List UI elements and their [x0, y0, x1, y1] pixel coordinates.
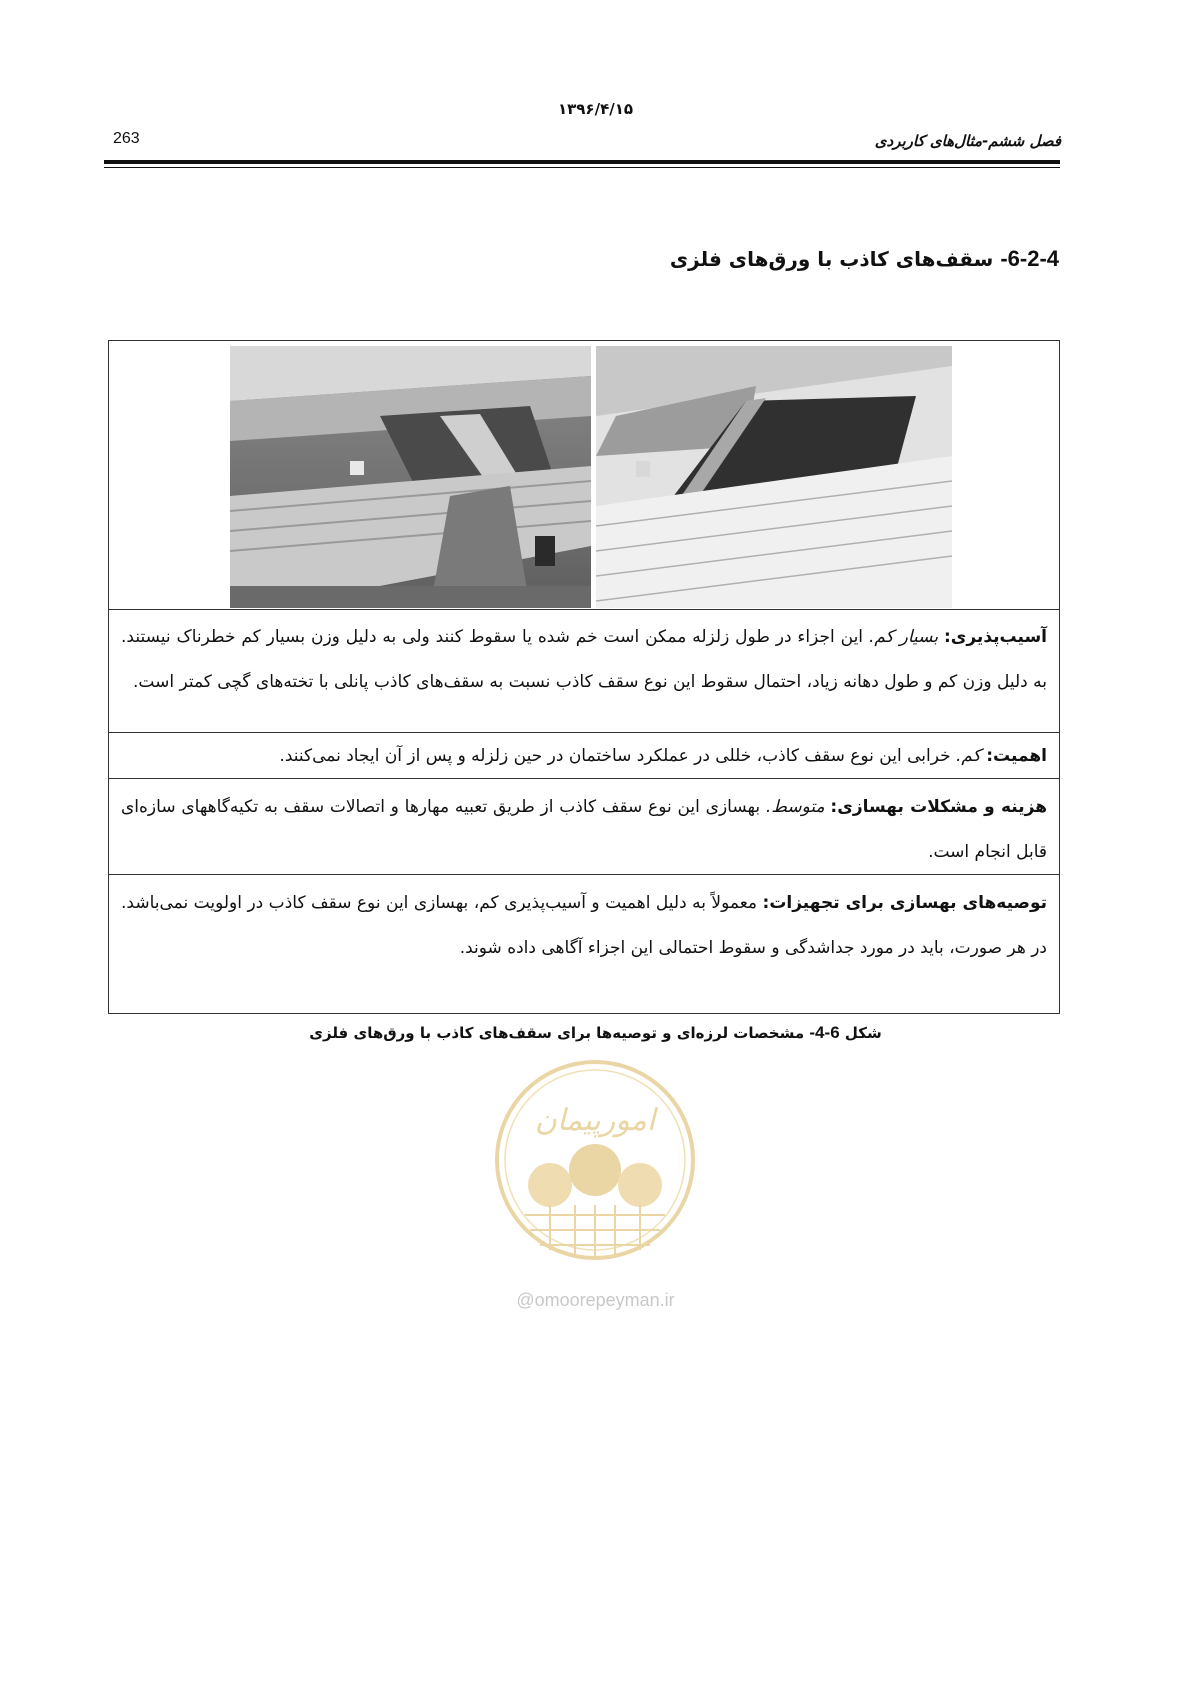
document-date: ۱۳۹۶/۴/۱۵ [557, 100, 634, 118]
caption-text: مشخصات لرزه‌ای و توصیه‌ها برای سقف‌های کاذب با ورق‌های فلزی [309, 1024, 805, 1042]
watermark-seal [490, 1055, 700, 1265]
chapter-title: فصل ششم-مثال‌های کاربردی [874, 132, 1061, 150]
watermark-url: @omoorepeyman.ir [516, 1290, 675, 1310]
recommendation-label: توصیه‌های بهسازی برای تجهیزات [769, 893, 1048, 913]
importance-label: اهمیت [993, 746, 1047, 766]
cost-level: متوسط. [765, 797, 825, 817]
svg-text:امورپیمان: امورپیمان [534, 1103, 656, 1138]
ceiling-photo-right [596, 346, 952, 608]
cost-label: هزینه و مشکلات بهسازی [837, 797, 1047, 817]
figure-panel [108, 340, 1060, 1014]
section-heading [670, 246, 1059, 272]
page-number: 263 [113, 130, 140, 147]
importance-text: خرابی این نوع سقف کاذب، خللی در عملکرد ساختمان در حین زلزله و پس از آن ایجاد نمی‌کنند. [279, 746, 951, 766]
figure-caption [0, 1023, 1191, 1043]
vulnerability-label: آسیب‌پذیری [950, 627, 1048, 647]
photo-row [109, 341, 1059, 610]
section-number: 6-2-4- [1000, 246, 1059, 271]
header-rule [104, 160, 1060, 164]
importance-level: کم. [956, 746, 981, 766]
importance-row: اهمیت: کم. خرابی این نوع سقف کاذب، خللی در عملکرد ساختمان در حین زلزله و پس از آن ایجاد نمی‌کنند. [109, 733, 1059, 779]
recommendation-row: توصیه‌های بهسازی برای تجهیزات: معمولاً به دلیل اهمیت و آسیب‌پذیری کم، بهسازی این نوع سقف کاذب در اولویت نمی‌باشد. در هر صورت، باید در مورد جداشدگی و سقوط احتمالی این اجزاء آگاهی داده شوند. [121, 893, 1048, 958]
vulnerability-text: این اجزاء در طول زلزله ممکن است خم شده یا سقوط کنند ولی به دلیل وزن بسیار کم خطرناک نیستند. به دلیل وزن کم و طول دهانه زیاد، احتمال سقوط این نوع سقف کاذب نسبت به سقف‌های کاذب پانلی با تخته‌های گچی کمتر است. [121, 627, 1047, 692]
recommendation-text: معمولاً به دلیل اهمیت و آسیب‌پذیری کم، بهسازی این نوع سقف کاذب در اولویت نمی‌باشد. در هر صورت، باید در مورد جداشدگی و سقوط احتمالی این اجزاء آگاهی داده شوند. [121, 893, 1047, 958]
header-rule-thin [104, 167, 1060, 168]
section-title: سقف‌های کاذب با ورق‌های فلزی [669, 247, 994, 271]
cost-row: هزینه و مشکلات بهسازی: متوسط. بهسازی این نوع سقف کاذب از طریق تعبیه مهارها و اتصالات سقف به تکیه‌گاههای سازه‌ای قابل انجام است. [109, 779, 1059, 875]
vulnerability-row: آسیب‌پذیری: بسیار کم. این اجزاء در طول زلزله ممکن است خم شده یا سقوط کنند ولی به دلیل وزن بسیار کم خطرناک نیستند. به دلیل وزن کم و طول دهانه زیاد، احتمال سقوط این نوع سقف کاذب نسبت به سقف‌های کاذب پانلی با تخته‌های گچی کمتر است. [109, 609, 1059, 733]
caption-prefix: شکل [844, 1024, 882, 1042]
vulnerability-level: بسیار کم. [868, 627, 939, 647]
caption-number: 6-4- [809, 1023, 840, 1042]
ceiling-photo-left [230, 346, 591, 608]
cost-text: بهسازی این نوع سقف کاذب از طریق تعبیه مهارها و اتصالات سقف به تکیه‌گاههای سازه‌ای قابل انجام است. [121, 797, 1047, 862]
